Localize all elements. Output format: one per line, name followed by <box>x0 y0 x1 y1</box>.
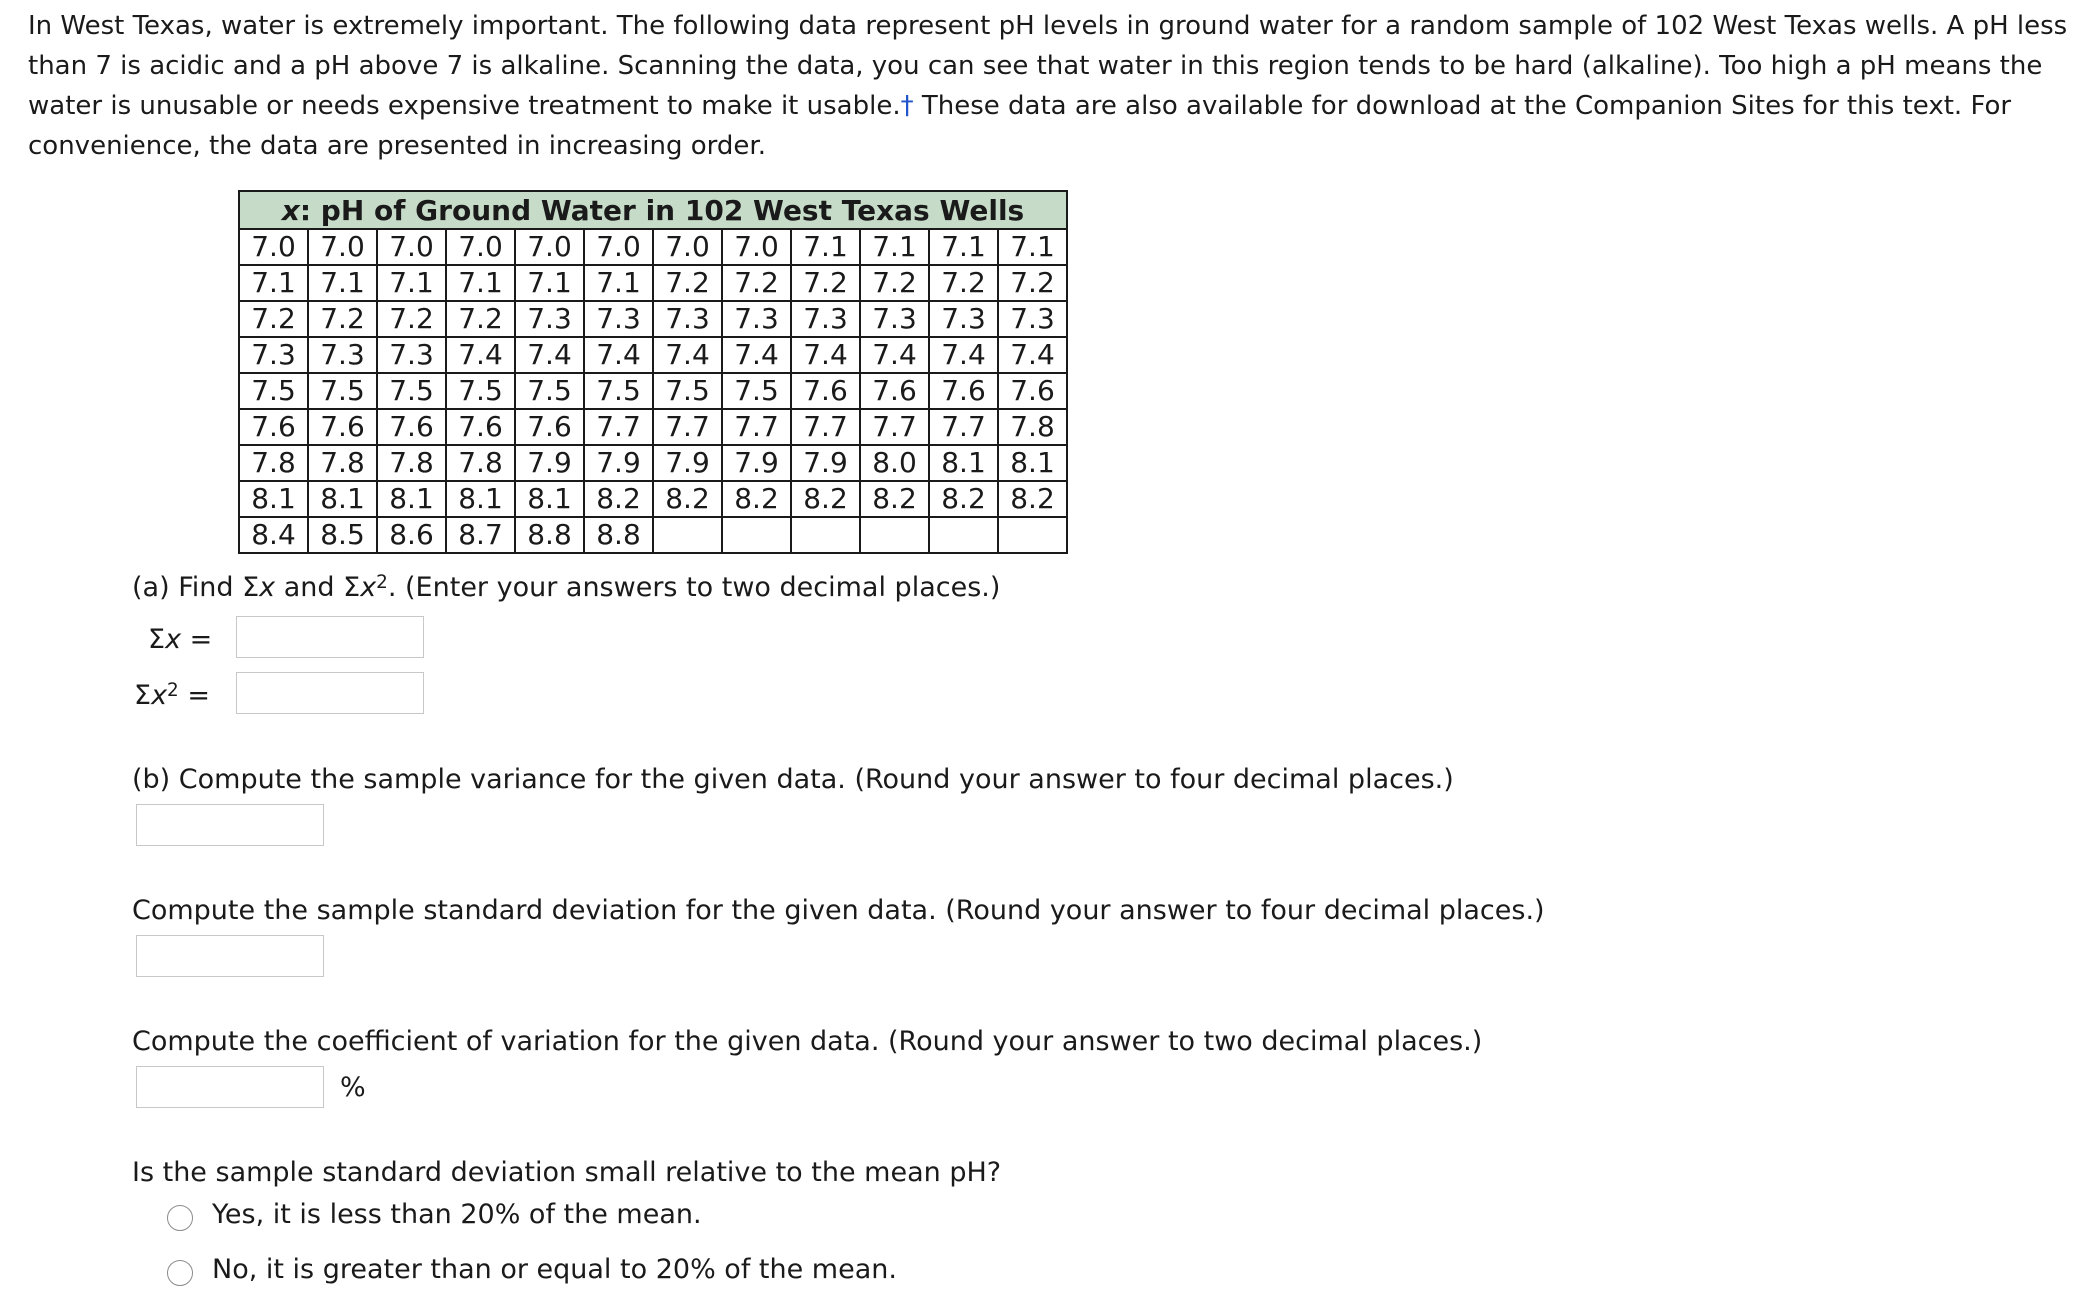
table-cell: 7.0 <box>239 229 308 265</box>
table-cell: 8.1 <box>998 445 1067 481</box>
table-cell: 7.6 <box>239 409 308 445</box>
table-cell: 7.2 <box>998 265 1067 301</box>
table-cell: 8.1 <box>515 481 584 517</box>
table-cell: 7.3 <box>929 301 998 337</box>
table-row <box>239 517 1067 553</box>
table-cell: 8.6 <box>377 517 446 553</box>
table-cell: 7.3 <box>998 301 1067 337</box>
table-cell: 7.0 <box>722 229 791 265</box>
table-cell: 7.4 <box>929 337 998 373</box>
sum-x-input[interactable] <box>236 616 424 658</box>
table-row <box>239 481 1067 517</box>
table-row <box>239 409 1067 445</box>
table-cell: 7.4 <box>791 337 860 373</box>
sd-relative-question: Is the sample standard deviation small relative to the mean pH? <box>132 1157 1002 1188</box>
table-cell: 7.1 <box>308 265 377 301</box>
table-cell: 7.9 <box>791 445 860 481</box>
intro-text-continued: These data are also available for download at the Companion Sites for this text. For convenience, the data are presented in increasing order. <box>28 91 2012 161</box>
table-cell: 7.6 <box>446 409 515 445</box>
table-cell: 7.7 <box>929 409 998 445</box>
cv-percent-unit: % <box>340 1072 366 1103</box>
table-cell: 7.8 <box>308 445 377 481</box>
table-cell: 7.6 <box>515 409 584 445</box>
table-cell: 8.2 <box>791 481 860 517</box>
table-cell: 7.3 <box>584 301 653 337</box>
sum-x-label: Σx = <box>148 624 213 655</box>
table-cell: 8.2 <box>653 481 722 517</box>
table-cell: 7.4 <box>653 337 722 373</box>
table-cell: 8.4 <box>239 517 308 553</box>
table-cell: 7.0 <box>377 229 446 265</box>
table-cell: 7.1 <box>791 229 860 265</box>
table-cell: 8.1 <box>446 481 515 517</box>
table-cell: 7.1 <box>998 229 1067 265</box>
table-cell: 7.8 <box>446 445 515 481</box>
table-cell: 8.1 <box>377 481 446 517</box>
ph-data-table <box>238 190 1068 554</box>
table-cell: 8.8 <box>515 517 584 553</box>
variance-input[interactable] <box>136 804 324 846</box>
table-cell: 7.7 <box>653 409 722 445</box>
intro-text: In West Texas, water is extremely important. The following data represent pH levels in ground water for a random sample of 102 West Texas wells. A pH less than 7 is acidic and a pH above 7 is alkaline. Scanning the data, you can see that water in this region tends to be hard (alkaline). Too high a pH means the water is unusable or needs expensive treatment to make it usable. <box>28 11 2068 121</box>
option-no-label[interactable]: No, it is greater than or equal to 20% of the mean. <box>212 1254 897 1285</box>
table-cell: 8.2 <box>860 481 929 517</box>
table-cell: 7.3 <box>860 301 929 337</box>
table-cell: 7.5 <box>722 373 791 409</box>
table-cell: 8.2 <box>929 481 998 517</box>
table-cell: 8.1 <box>308 481 377 517</box>
table-cell: 8.2 <box>998 481 1067 517</box>
table-cell: 7.5 <box>377 373 446 409</box>
table-row <box>239 373 1067 409</box>
table-cell: 8.1 <box>239 481 308 517</box>
table-cell: 7.1 <box>377 265 446 301</box>
table-cell <box>998 517 1067 553</box>
table-cell: 7.4 <box>584 337 653 373</box>
table-cell: 7.8 <box>377 445 446 481</box>
table-cell: 8.5 <box>308 517 377 553</box>
table-title: x: pH of Ground Water in 102 West Texas Wells <box>239 191 1067 229</box>
table-cell: 7.4 <box>515 337 584 373</box>
table-cell: 7.3 <box>377 337 446 373</box>
table-cell: 7.7 <box>791 409 860 445</box>
table-cell: 7.3 <box>239 337 308 373</box>
table-cell: 7.4 <box>860 337 929 373</box>
table-cell: 7.8 <box>239 445 308 481</box>
table-cell: 7.0 <box>308 229 377 265</box>
stddev-prompt: Compute the sample standard deviation for the given data. (Round your answer to four decimal places.) <box>132 895 1545 926</box>
table-cell <box>653 517 722 553</box>
table-cell: 7.6 <box>860 373 929 409</box>
table-cell: 7.0 <box>515 229 584 265</box>
table-cell: 8.2 <box>722 481 791 517</box>
table-cell: 7.2 <box>791 265 860 301</box>
table-cell: 7.0 <box>653 229 722 265</box>
table-cell: 7.7 <box>584 409 653 445</box>
table-cell: 7.9 <box>653 445 722 481</box>
table-cell: 7.3 <box>515 301 584 337</box>
table-cell: 7.6 <box>929 373 998 409</box>
sum-x2-label: $\Sigma x^2$ = <box>134 679 210 711</box>
table-row <box>239 337 1067 373</box>
table-cell <box>860 517 929 553</box>
table-cell: 7.3 <box>791 301 860 337</box>
table-cell: 7.5 <box>446 373 515 409</box>
table-cell: 7.2 <box>239 301 308 337</box>
variance-prompt: (b) Compute the sample variance for the given data. (Round your answer to four decimal places.) <box>132 764 1454 795</box>
table-cell: 7.5 <box>653 373 722 409</box>
table-cell: 8.2 <box>584 481 653 517</box>
table-cell: 7.5 <box>239 373 308 409</box>
option-yes-label[interactable]: Yes, it is less than 20% of the mean. <box>212 1199 702 1230</box>
table-cell: 7.6 <box>791 373 860 409</box>
table-cell: 7.0 <box>584 229 653 265</box>
option-no-radio[interactable] <box>167 1260 193 1286</box>
table-row <box>239 229 1067 265</box>
table-cell: 7.2 <box>446 301 515 337</box>
table-cell: 7.9 <box>584 445 653 481</box>
table-cell: 7.1 <box>860 229 929 265</box>
table-cell: 7.5 <box>515 373 584 409</box>
table-cell: 7.3 <box>653 301 722 337</box>
table-cell: 7.8 <box>998 409 1067 445</box>
table-cell: 7.4 <box>998 337 1067 373</box>
table-cell: 7.6 <box>998 373 1067 409</box>
table-cell: 7.3 <box>722 301 791 337</box>
table-cell: 7.2 <box>377 301 446 337</box>
sum-x2-input[interactable] <box>236 672 424 714</box>
table-cell: 7.6 <box>308 409 377 445</box>
table-cell: 7.1 <box>515 265 584 301</box>
table-cell: 7.1 <box>239 265 308 301</box>
part-a-prompt: (a) Find Σx and $\Sigma x^2$. (Enter your answers to two decimal places.) <box>132 571 1001 603</box>
table-cell: 7.4 <box>446 337 515 373</box>
table-cell: 7.3 <box>308 337 377 373</box>
table-cell: 8.0 <box>860 445 929 481</box>
table-cell <box>791 517 860 553</box>
table-cell: 7.2 <box>929 265 998 301</box>
table-cell <box>722 517 791 553</box>
table-cell: 8.8 <box>584 517 653 553</box>
table-cell: 7.5 <box>308 373 377 409</box>
footnote-dagger-link[interactable]: † <box>900 91 914 121</box>
cv-prompt: Compute the coefficient of variation for the given data. (Round your answer to two decimal places.) <box>132 1026 1483 1057</box>
table-cell: 8.7 <box>446 517 515 553</box>
table-cell: 7.2 <box>722 265 791 301</box>
table-cell: 7.2 <box>860 265 929 301</box>
table-cell: 7.0 <box>446 229 515 265</box>
table-row <box>239 265 1067 301</box>
stddev-input[interactable] <box>136 935 324 977</box>
table-cell: 7.4 <box>722 337 791 373</box>
table-row <box>239 445 1067 481</box>
table-cell: 7.7 <box>860 409 929 445</box>
cv-input[interactable] <box>136 1066 324 1108</box>
table-cell: 7.2 <box>653 265 722 301</box>
option-yes-radio[interactable] <box>167 1205 193 1231</box>
table-cell: 7.2 <box>308 301 377 337</box>
table-cell: 7.7 <box>722 409 791 445</box>
table-cell: 7.1 <box>929 229 998 265</box>
table-cell: 7.1 <box>584 265 653 301</box>
table-cell <box>929 517 998 553</box>
intro-paragraph <box>28 6 2078 166</box>
table-cell: 8.1 <box>929 445 998 481</box>
table-cell: 7.9 <box>722 445 791 481</box>
table-cell: 7.9 <box>515 445 584 481</box>
table-cell: 7.5 <box>584 373 653 409</box>
table-row <box>239 301 1067 337</box>
table-cell: 7.6 <box>377 409 446 445</box>
table-cell: 7.1 <box>446 265 515 301</box>
